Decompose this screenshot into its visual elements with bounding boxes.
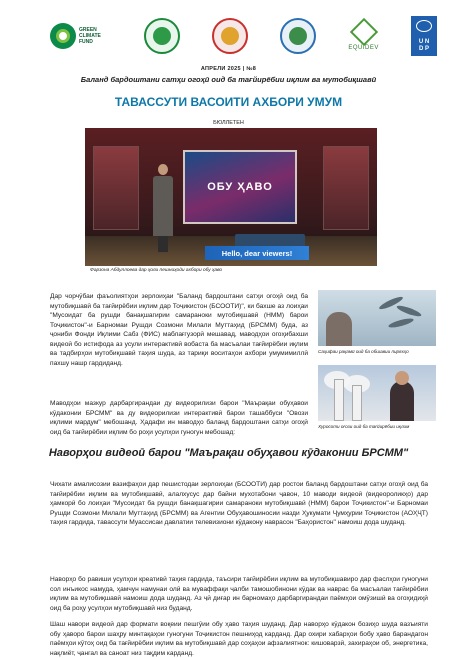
studio-screen-text: ОБУ ҲАВО: [207, 181, 273, 193]
bulletin-main-title: ТАВАССУТИ ВАСОИТИ АХБОРИ УМУМ: [114, 95, 343, 109]
undp-logo-text: U N D P: [418, 38, 430, 52]
government-emblem-logo: [212, 18, 248, 54]
partner-logos: [50, 14, 437, 58]
un-globe-icon: [416, 20, 432, 32]
hydromet-logo: [280, 18, 316, 54]
presenter-figure: [153, 164, 173, 254]
issue-line: АПРЕЛИ 2025 | №8: [200, 66, 257, 72]
agency-seal-icon: [153, 27, 171, 45]
section-paragraph-3: Шаш навори видеоӣ дар формати воқеии пешгӯии обу ҳаво таҳия шуданд. Дар наворҳо кӯдакон бозиҳо шуда вазъияти обу ҳаворо барои шаҳру минтақаҳои гуногуни Тоҷикистон пешниҳод карданд. Дар охири хабарҳои бобу ҳаво барандагон паёмҳои кӯтоҳ оид ба тағйирёбии иқлим ва мутобиқшавӣ дар соҳаҳои афзалиятнок: кишоварзӣ, захираҳои об, энергетика, нақлиёт, ҷангал ва саноат низ тақдим карданд.: [50, 621, 428, 657]
studio-side-panel-left: [93, 146, 139, 230]
equidev-emblem-icon: [349, 17, 377, 45]
smokestack-photo: [318, 365, 436, 421]
agency-seal-logo: [144, 18, 180, 54]
intro-paragraph: Дар чорчӯбаи фаъолиятҳои зерлоиҳаи "Баланд бардоштани сатҳи огоҳӣ оид ба мутобиқшавӣ ба тағйирёбии иқлим дар Тоҷикистон (БСООТИ)", ки бахше аз лоиҳаи "Мусоидат ба рушди банақшагирии самараноки мутобиқшавӣ (НММ) барои Тоҷикистон"-и Барномаи Рушди Созмони Милали Муттаҳид (БРСММ) буда, аз ҷониби Фонди Иқлими Сабз (ФИС) маблағгузорӣ мешавад, маводҳои огоҳибахши видеоӣ бо истифода аз усули интерактивӣ вобаста ба масъалаи тағйирёбии иқлим ва тадбирҳои мутобиқшавӣ таҳия шуда, аз тариқи воситаҳои ахбори умумимиллӣ пахшу нашр гардиданд.: [50, 293, 308, 367]
bulletin-label: БЮЛЛЕТЕН: [213, 120, 244, 126]
hydromet-emblem-icon: [289, 27, 307, 45]
section-paragraph-1: Чихати амалисозии вазифаҳои дар пешистодаи зерлоиҳаи (БСООТИ) дар ростои баланд бардоштани сатҳи огоҳӣ оид ба тағйирёбии иқлим ва мутобиқшавӣ, алалхусус дар байни мухотабони ҷавон, 10 маводи видеоӣ (видеороликҳо) дар ҳамкорӣ бо лоиҳаи "Мусоидат ба рушди банақшагирии самараноки мутобиқшавӣ (НММ) барои Тоҷикистон"-и Барномаи Рушди Созмони Милали Муттаҳид (БРСММ) ва Агентии Обуҳавошиносии назди Ҳукумати Ҷумҳурии Тоҷикистон (АОҲҶТ) таҳия гардида, тавассути Муассисаи давлатии телевизиони кӯдакону наврасон "Баҳористон" намоиш дода шуданд.: [50, 481, 428, 527]
smokestack-photo-caption: Хуросоти оғози оид ба тағйирёбии иқлим: [318, 424, 410, 429]
tv-studio-photo: [85, 128, 377, 266]
gcf-emblem-icon: [50, 23, 76, 49]
glacier-melting-photo: [318, 290, 436, 346]
materials-paragraph: Маводҳои мазкур дарбаргирандаи ду видеорилизи барои "Маърақаи обуҳавои кӯдаконии БРСММ" ва ду видеорилизи интерактивӣ барои ташаббуси "Овози иқлими мардум" мебошанд. Ҳадафи ин маводҳо баланд бардоштани сатҳи огоҳӣ оид ба тағйирёбии иқлим бо роҳи усулҳои гуногун мебошад:: [50, 400, 308, 436]
section-paragraph-2: Наворҳо бо равиши усулҳои креативӣ таҳия гардида, таъсири тағйирёбии иқлим ва мутобиқшавиро дар фаслҳои гуногуни сол инъикос намуда, ҳамчун намунаи олӣ ва муваффақи ҷалби тамошобинони кӯдак ва наврас ба масъалаи тағйирёбии иқлим ва мутобиқшавӣ намоиш дода шуданд. Аз ҷӣ диғар ин барномаҳо дарбаргирандаи паёмҳои омӯзишӣ ва огоҳидиҳӣ оид ба роҳу усулҳои мутобиқшавӣ низ буданд.: [50, 576, 428, 612]
hero-caption: Фарзона Абдуллоева дар ҳоли пешниҳоди ахбори обу ҳаво: [90, 268, 223, 273]
section-heading: Наворҳои видеоӣ барои "Маърақаи обуҳавои кӯдаконии БРСММ": [48, 447, 409, 459]
green-climate-fund-logo: [50, 23, 112, 49]
studio-side-panel-right: [323, 146, 369, 230]
gcf-logo-text: GREEN CLIMATE FUND: [79, 27, 101, 45]
undp-logo: [411, 16, 437, 56]
equidev-logo: [348, 22, 379, 51]
greeting-banner: Hello, dear viewers!: [205, 246, 309, 260]
studio-screen: [183, 150, 297, 224]
equidev-logo-text: EQUIDEV: [348, 44, 379, 51]
project-title: Баланд бардоштани сатҳи огоҳӣ оид ба тағйирёбии иқлим ва мутобиқшавӣ: [80, 75, 377, 84]
government-emblem-icon: [221, 27, 239, 45]
glacier-photo-caption: Саҳифаи рақамӣ оид ба обшавии пиряхҳо: [318, 349, 409, 354]
